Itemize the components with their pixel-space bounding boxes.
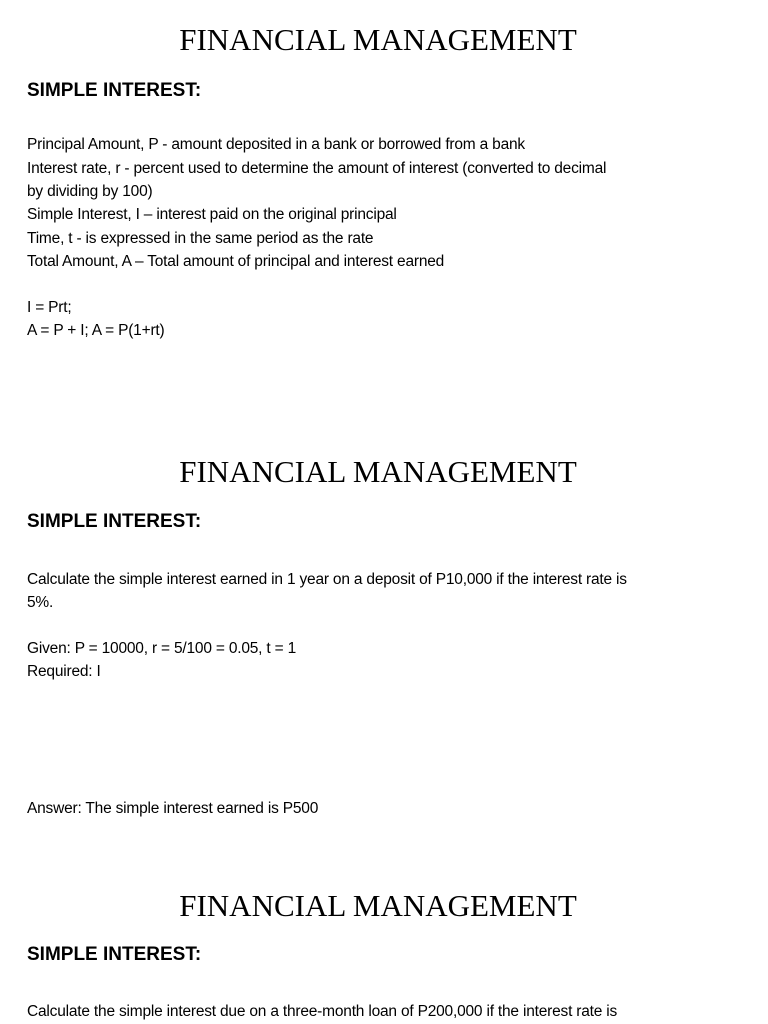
definition-line: Time, t - is expressed in the same period as the rate xyxy=(27,230,374,247)
definition-line: Total Amount, A – Total amount of principal and interest earned xyxy=(27,253,445,270)
section-heading: SIMPLE INTEREST: xyxy=(27,944,202,965)
problem-line: 5%. xyxy=(27,594,54,611)
definition-line: Simple Interest, I – interest paid on the original principal xyxy=(27,206,397,223)
formula-line: A = P + I; A = P(1+rt) xyxy=(27,322,165,339)
given-line: Given: P = 10000, r = 5/100 = 0.05, t = 1 xyxy=(27,640,296,657)
slide-title: FINANCIAL MANAGEMENT xyxy=(179,888,577,923)
section-heading: SIMPLE INTEREST: xyxy=(27,80,202,101)
problem-line: Calculate the simple interest due on a three-month loan of P200,000 if the interest rate is xyxy=(27,1003,618,1020)
definition-line: Principal Amount, P - amount deposited in a bank or borrowed from a bank xyxy=(27,136,525,153)
formula-line: I = Prt; xyxy=(27,299,72,316)
section-heading: SIMPLE INTEREST: xyxy=(27,511,202,532)
problem-line: Calculate the simple interest earned in 1 year on a deposit of P10,000 if the interest rate is xyxy=(27,571,627,588)
answer-line: Answer: The simple interest earned is P500 xyxy=(27,800,319,817)
required-line: Required: I xyxy=(27,663,101,680)
slide-title: FINANCIAL MANAGEMENT xyxy=(179,22,577,57)
definition-line: Interest rate, r - percent used to determine the amount of interest (converted to decimal xyxy=(27,160,607,177)
slide-title: FINANCIAL MANAGEMENT xyxy=(179,454,577,489)
definition-line: by dividing by 100) xyxy=(27,183,153,200)
